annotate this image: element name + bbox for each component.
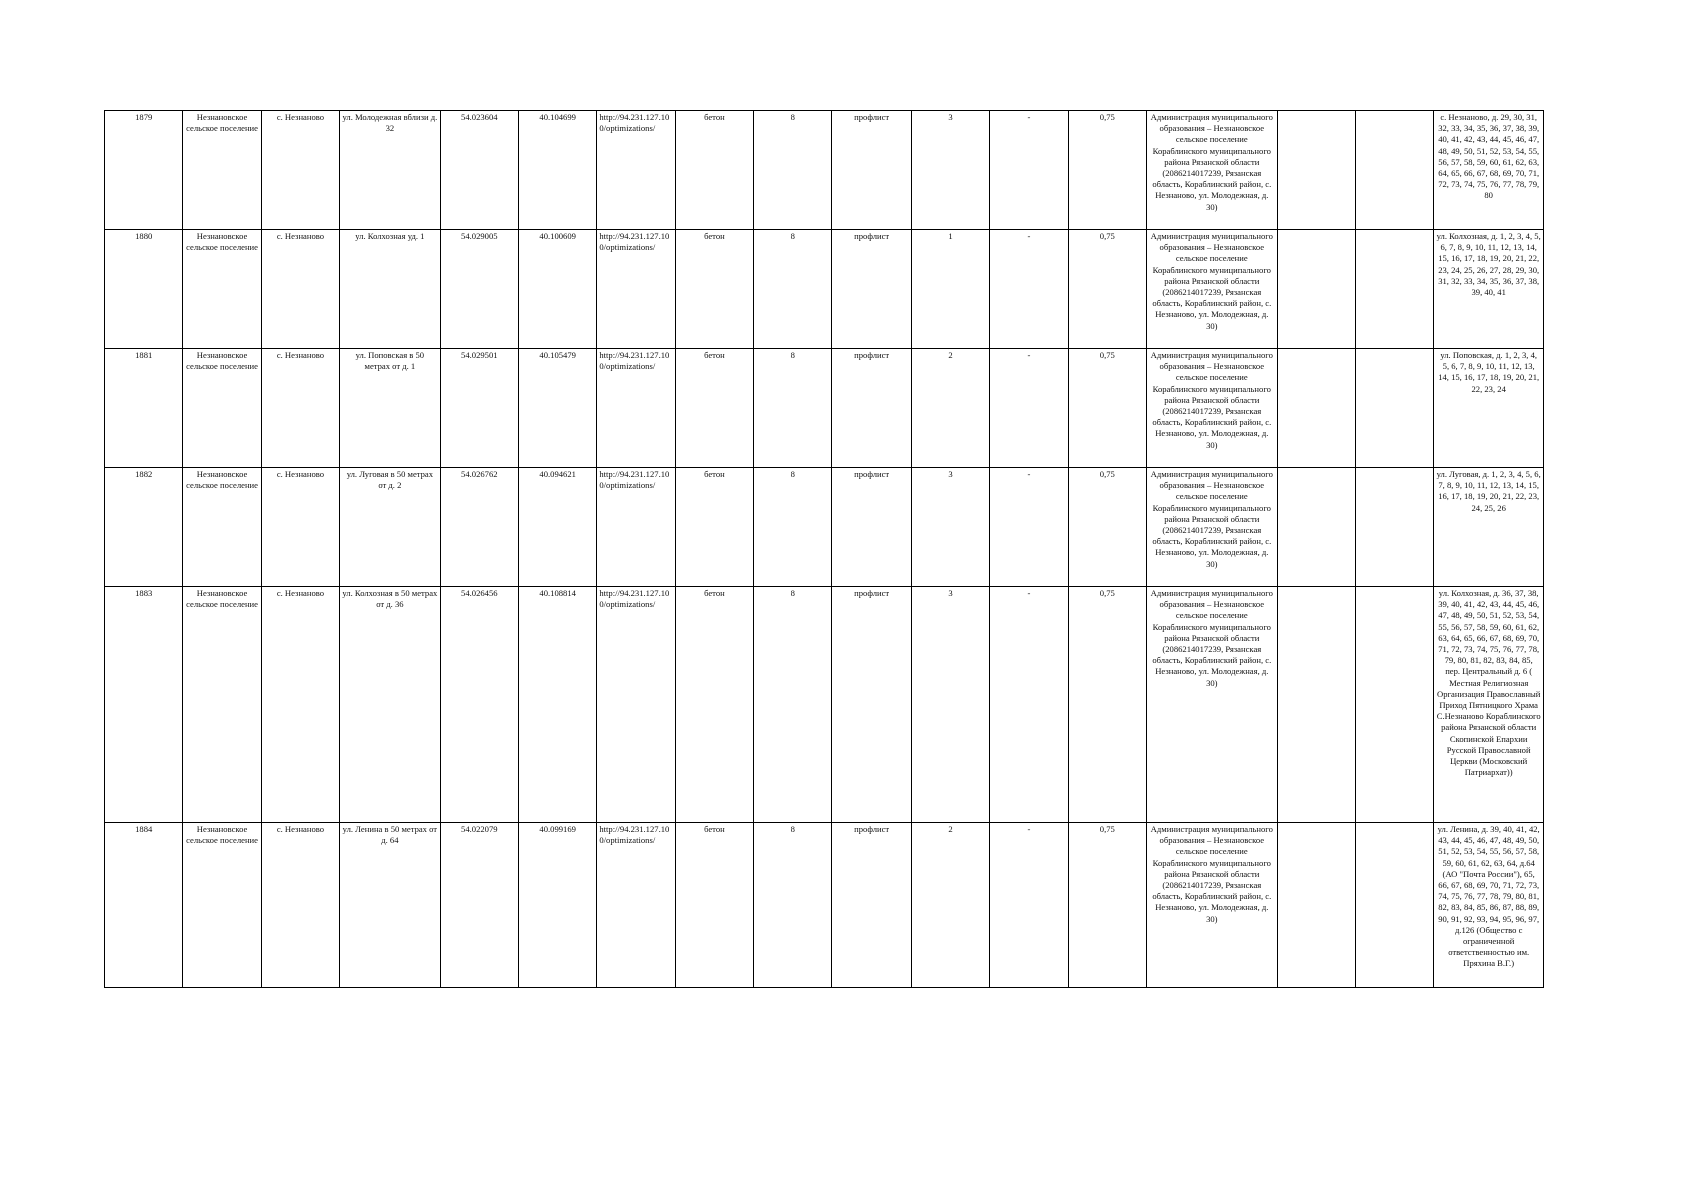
base-type-cell: бетон: [675, 823, 753, 988]
row-number: 1881: [105, 349, 183, 468]
latitude-cell: 54.029501: [440, 349, 518, 468]
empty-cell: [1277, 468, 1355, 587]
table-row: [105, 111, 1544, 230]
waste-sources-cell: ул. Поповская, д. 1, 2, 3, 4, 5, 6, 7, 8, 9, 10, 11, 12, 13, 14, 15, 16, 17, 18, 19, 20, 21, 22, 23, 24: [1434, 349, 1544, 468]
owner-cell: Администрация муниципального образования – Незнановское сельское поселение Кораблинского муниципального района Рязанской области (2086214017239, Рязанская область, Кораблинский район, с. Незнаново, ул. Молодежная, д. 30): [1146, 111, 1277, 230]
address-cell: ул. Колхозная в 50 метрах от д. 36: [340, 587, 440, 823]
fence-type-cell: профлист: [832, 468, 911, 587]
owner-cell: Администрация муниципального образования – Незнановское сельское поселение Кораблинского муниципального района Рязанской области (2086214017239, Рязанская область, Кораблинский район, с. Незнаново, ул. Молодежная, д. 30): [1146, 349, 1277, 468]
waste-sources-cell: ул. Колхозная, д. 1, 2, 3, 4, 5, 6, 7, 8, 9, 10, 11, 12, 13, 14, 15, 16, 17, 18, 19, 20, 21, 22, 23, 24, 25, 26, 27, 28, 29, 30, 31, 32, 33, 34, 35, 36, 37, 38, 39, 40, 41: [1434, 230, 1544, 349]
row-number: 1882: [105, 468, 183, 587]
latitude-cell: 54.026762: [440, 468, 518, 587]
area-cell: 8: [754, 468, 832, 587]
owner-cell: Администрация муниципального образования – Незнановское сельское поселение Кораблинского муниципального района Рязанской области (2086214017239, Рязанская область, Кораблинский район, с. Незнаново, ул. Молодежная, д. 30): [1146, 230, 1277, 349]
scheme-link-cell: http://94.231.127.100/optimizations/: [597, 111, 675, 230]
area-cell: 8: [754, 230, 832, 349]
scheme-link-cell: http://94.231.127.100/optimizations/: [597, 468, 675, 587]
container-count-cell: 2: [911, 823, 989, 988]
locality-cell: с. Незнаново: [261, 587, 339, 823]
empty-cell: [1355, 823, 1433, 988]
base-type-cell: бетон: [675, 230, 753, 349]
settlement-cell: Незнановское сельское поселение: [183, 349, 261, 468]
longitude-cell: 40.105479: [518, 349, 596, 468]
locality-cell: с. Незнаново: [261, 349, 339, 468]
empty-cell: [1277, 587, 1355, 823]
empty-cell: [1355, 468, 1433, 587]
address-cell: ул. Ленина в 50 метрах от д. 64: [340, 823, 440, 988]
fence-type-cell: профлист: [832, 111, 911, 230]
longitude-cell: 40.094621: [518, 468, 596, 587]
settlement-cell: Незнановское сельское поселение: [183, 468, 261, 587]
latitude-cell: 54.022079: [440, 823, 518, 988]
waste-sources-cell: ул. Луговая, д. 1, 2, 3, 4, 5, 6, 7, 8, 9, 10, 11, 12, 13, 14, 15, 16, 17, 18, 19, 20, 21, 22, 23, 24, 25, 26: [1434, 468, 1544, 587]
longitude-cell: 40.100609: [518, 230, 596, 349]
empty-cell: [1355, 587, 1433, 823]
latitude-cell: 54.023604: [440, 111, 518, 230]
table-row: [105, 349, 1544, 468]
base-type-cell: бетон: [675, 111, 753, 230]
address-cell: ул. Луговая в 50 метрах от д. 2: [340, 468, 440, 587]
address-cell: ул. Поповская в 50 метрах от д. 1: [340, 349, 440, 468]
empty-cell: [1277, 823, 1355, 988]
table-row: [105, 587, 1544, 823]
container-volume-cell: 0,75: [1068, 349, 1146, 468]
scheme-link-cell: http://94.231.127.100/optimizations/: [597, 230, 675, 349]
fence-type-cell: профлист: [832, 823, 911, 988]
table-row: [105, 230, 1544, 349]
longitude-cell: 40.099169: [518, 823, 596, 988]
settlement-cell: Незнановское сельское поселение: [183, 230, 261, 349]
empty-cell: [1277, 349, 1355, 468]
container-volume-cell: 0,75: [1068, 111, 1146, 230]
planned-containers-cell: -: [990, 587, 1068, 823]
container-count-cell: 3: [911, 468, 989, 587]
fence-type-cell: профлист: [832, 587, 911, 823]
row-number: 1884: [105, 823, 183, 988]
empty-cell: [1277, 230, 1355, 349]
container-count-cell: 3: [911, 111, 989, 230]
locality-cell: с. Незнаново: [261, 111, 339, 230]
owner-cell: Администрация муниципального образования – Незнановское сельское поселение Кораблинского муниципального района Рязанской области (2086214017239, Рязанская область, Кораблинский район, с. Незнаново, ул. Молодежная, д. 30): [1146, 823, 1277, 988]
locality-cell: с. Незнаново: [261, 230, 339, 349]
address-cell: ул. Молодежная вблизи д. 32: [340, 111, 440, 230]
empty-cell: [1355, 349, 1433, 468]
locality-cell: с. Незнаново: [261, 468, 339, 587]
area-cell: 8: [754, 587, 832, 823]
waste-sources-cell: ул. Колхозная, д. 36, 37, 38, 39, 40, 41, 42, 43, 44, 45, 46, 47, 48, 49, 50, 51, 52, 53, 54, 55, 56, 57, 58, 59, 60, 61, 62, 63, 64, 65, 66, 67, 68, 69, 70, 71, 72, 73, 74, 75, 76, 77, 78, 79, 80, 81, 82, 83, 84, 85, пер. Центральный д. 6 ( Местная Религиозная Организация Православный Приход Пятницкого Храма С.Незнаново Кораблинского района Рязанской области Скопинской Епархии Русской Православной Церкви (Московский Патриархат)): [1434, 587, 1544, 823]
settlement-cell: Незнановское сельское поселение: [183, 111, 261, 230]
locality-cell: с. Незнаново: [261, 823, 339, 988]
scheme-link-cell: http://94.231.127.100/optimizations/: [597, 349, 675, 468]
planned-containers-cell: -: [990, 349, 1068, 468]
row-number: 1879: [105, 111, 183, 230]
base-type-cell: бетон: [675, 587, 753, 823]
container-volume-cell: 0,75: [1068, 587, 1146, 823]
container-volume-cell: 0,75: [1068, 468, 1146, 587]
area-cell: 8: [754, 111, 832, 230]
owner-cell: Администрация муниципального образования – Незнановское сельское поселение Кораблинского муниципального района Рязанской области (2086214017239, Рязанская область, Кораблинский район, с. Незнаново, ул. Молодежная, д. 30): [1146, 468, 1277, 587]
base-type-cell: бетон: [675, 468, 753, 587]
waste-site-registry-table: [104, 110, 1544, 988]
fence-type-cell: профлист: [832, 349, 911, 468]
container-volume-cell: 0,75: [1068, 230, 1146, 349]
container-count-cell: 2: [911, 349, 989, 468]
empty-cell: [1355, 230, 1433, 349]
longitude-cell: 40.108814: [518, 587, 596, 823]
owner-cell: Администрация муниципального образования – Незнановское сельское поселение Кораблинского муниципального района Рязанской области (2086214017239, Рязанская область, Кораблинский район, с. Незнаново, ул. Молодежная, д. 30): [1146, 587, 1277, 823]
row-number: 1880: [105, 230, 183, 349]
empty-cell: [1355, 111, 1433, 230]
area-cell: 8: [754, 349, 832, 468]
waste-sources-cell: с. Незнаново, д. 29, 30, 31, 32, 33, 34, 35, 36, 37, 38, 39, 40, 41, 42, 43, 44, 45, 46, 47, 48, 49, 50, 51, 52, 53, 54, 55, 56, 57, 58, 59, 60, 61, 62, 63, 64, 65, 66, 67, 68, 69, 70, 71, 72, 73, 74, 75, 76, 77, 78, 79, 80: [1434, 111, 1544, 230]
fence-type-cell: профлист: [832, 230, 911, 349]
scheme-link-cell: http://94.231.127.100/optimizations/: [597, 587, 675, 823]
latitude-cell: 54.026456: [440, 587, 518, 823]
empty-cell: [1277, 111, 1355, 230]
address-cell: ул. Колхозная уд. 1: [340, 230, 440, 349]
area-cell: 8: [754, 823, 832, 988]
scheme-link-cell: http://94.231.127.100/optimizations/: [597, 823, 675, 988]
container-count-cell: 1: [911, 230, 989, 349]
planned-containers-cell: -: [990, 111, 1068, 230]
table-row: [105, 468, 1544, 587]
container-volume-cell: 0,75: [1068, 823, 1146, 988]
planned-containers-cell: -: [990, 468, 1068, 587]
planned-containers-cell: -: [990, 230, 1068, 349]
container-count-cell: 3: [911, 587, 989, 823]
table-row: [105, 823, 1544, 988]
waste-sources-cell: ул. Ленина, д. 39, 40, 41, 42, 43, 44, 45, 46, 47, 48, 49, 50, 51, 52, 53, 54, 55, 56, 57, 58, 59, 60, 61, 62, 63, 64, д.64 (АО "Почта России"), 65, 66, 67, 68, 69, 70, 71, 72, 73, 74, 75, 76, 77, 78, 79, 80, 81, 82, 83, 84, 85, 86, 87, 88, 89, 90, 91, 92, 93, 94, 95, 96, 97, д.126 (Общество с ограниченной ответственностью им. Пряхина В.Г.): [1434, 823, 1544, 988]
longitude-cell: 40.104699: [518, 111, 596, 230]
base-type-cell: бетон: [675, 349, 753, 468]
latitude-cell: 54.029005: [440, 230, 518, 349]
settlement-cell: Незнановское сельское поселение: [183, 823, 261, 988]
settlement-cell: Незнановское сельское поселение: [183, 587, 261, 823]
row-number: 1883: [105, 587, 183, 823]
planned-containers-cell: -: [990, 823, 1068, 988]
